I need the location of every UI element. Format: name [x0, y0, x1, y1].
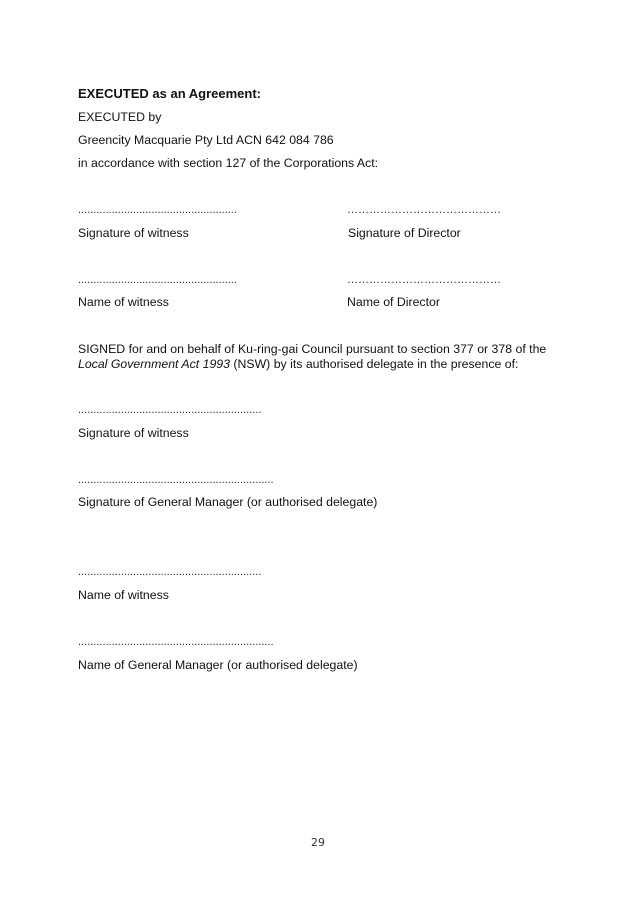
witness-name-label: Name of witness [78, 295, 169, 309]
gm-name-label: Name of General Manager (or authorised delegate) [78, 658, 358, 672]
council-text-before: SIGNED for and on behalf of Ku-ring-gai Council pursuant to section 377 or 378 of the [78, 342, 547, 356]
gm-signature-line: ................................................................ [78, 474, 274, 486]
gm-name-line: ................................................................ [78, 636, 274, 648]
witness-signature-label: Signature of witness [78, 226, 189, 240]
director-signature-line: …………………………………… [347, 204, 501, 216]
council-witness-name-line: ............................................................ [78, 566, 262, 578]
witness-signature-line: .................................................... [78, 204, 237, 216]
director-name-label: Name of Director [347, 295, 440, 309]
council-text-after: (NSW) by its authorised delegate in the presence of: [229, 357, 519, 371]
council-signing-paragraph [78, 342, 578, 372]
witness-name-line: .................................................... [78, 274, 237, 286]
council-witness-signature-label: Signature of witness [78, 426, 189, 440]
executed-by-text: EXECUTED by [78, 110, 162, 124]
execution-heading: EXECUTED as an Agreement: [78, 86, 262, 101]
accordance-text: in accordance with section 127 of the Corporations Act: [78, 156, 379, 170]
gm-signature-label: Signature of General Manager (or authorised delegate) [78, 495, 378, 509]
council-witness-signature-line: ............................................................ [78, 404, 262, 416]
council-witness-name-label: Name of witness [78, 588, 169, 602]
director-signature-label: Signature of Director [348, 226, 461, 240]
act-name: Local Government Act 1993 [78, 357, 230, 371]
director-name-line: …………………………………… [347, 274, 501, 286]
page-number: 29 [311, 836, 325, 849]
company-name-text: Greencity Macquarie Pty Ltd ACN 642 084 786 [78, 133, 334, 147]
